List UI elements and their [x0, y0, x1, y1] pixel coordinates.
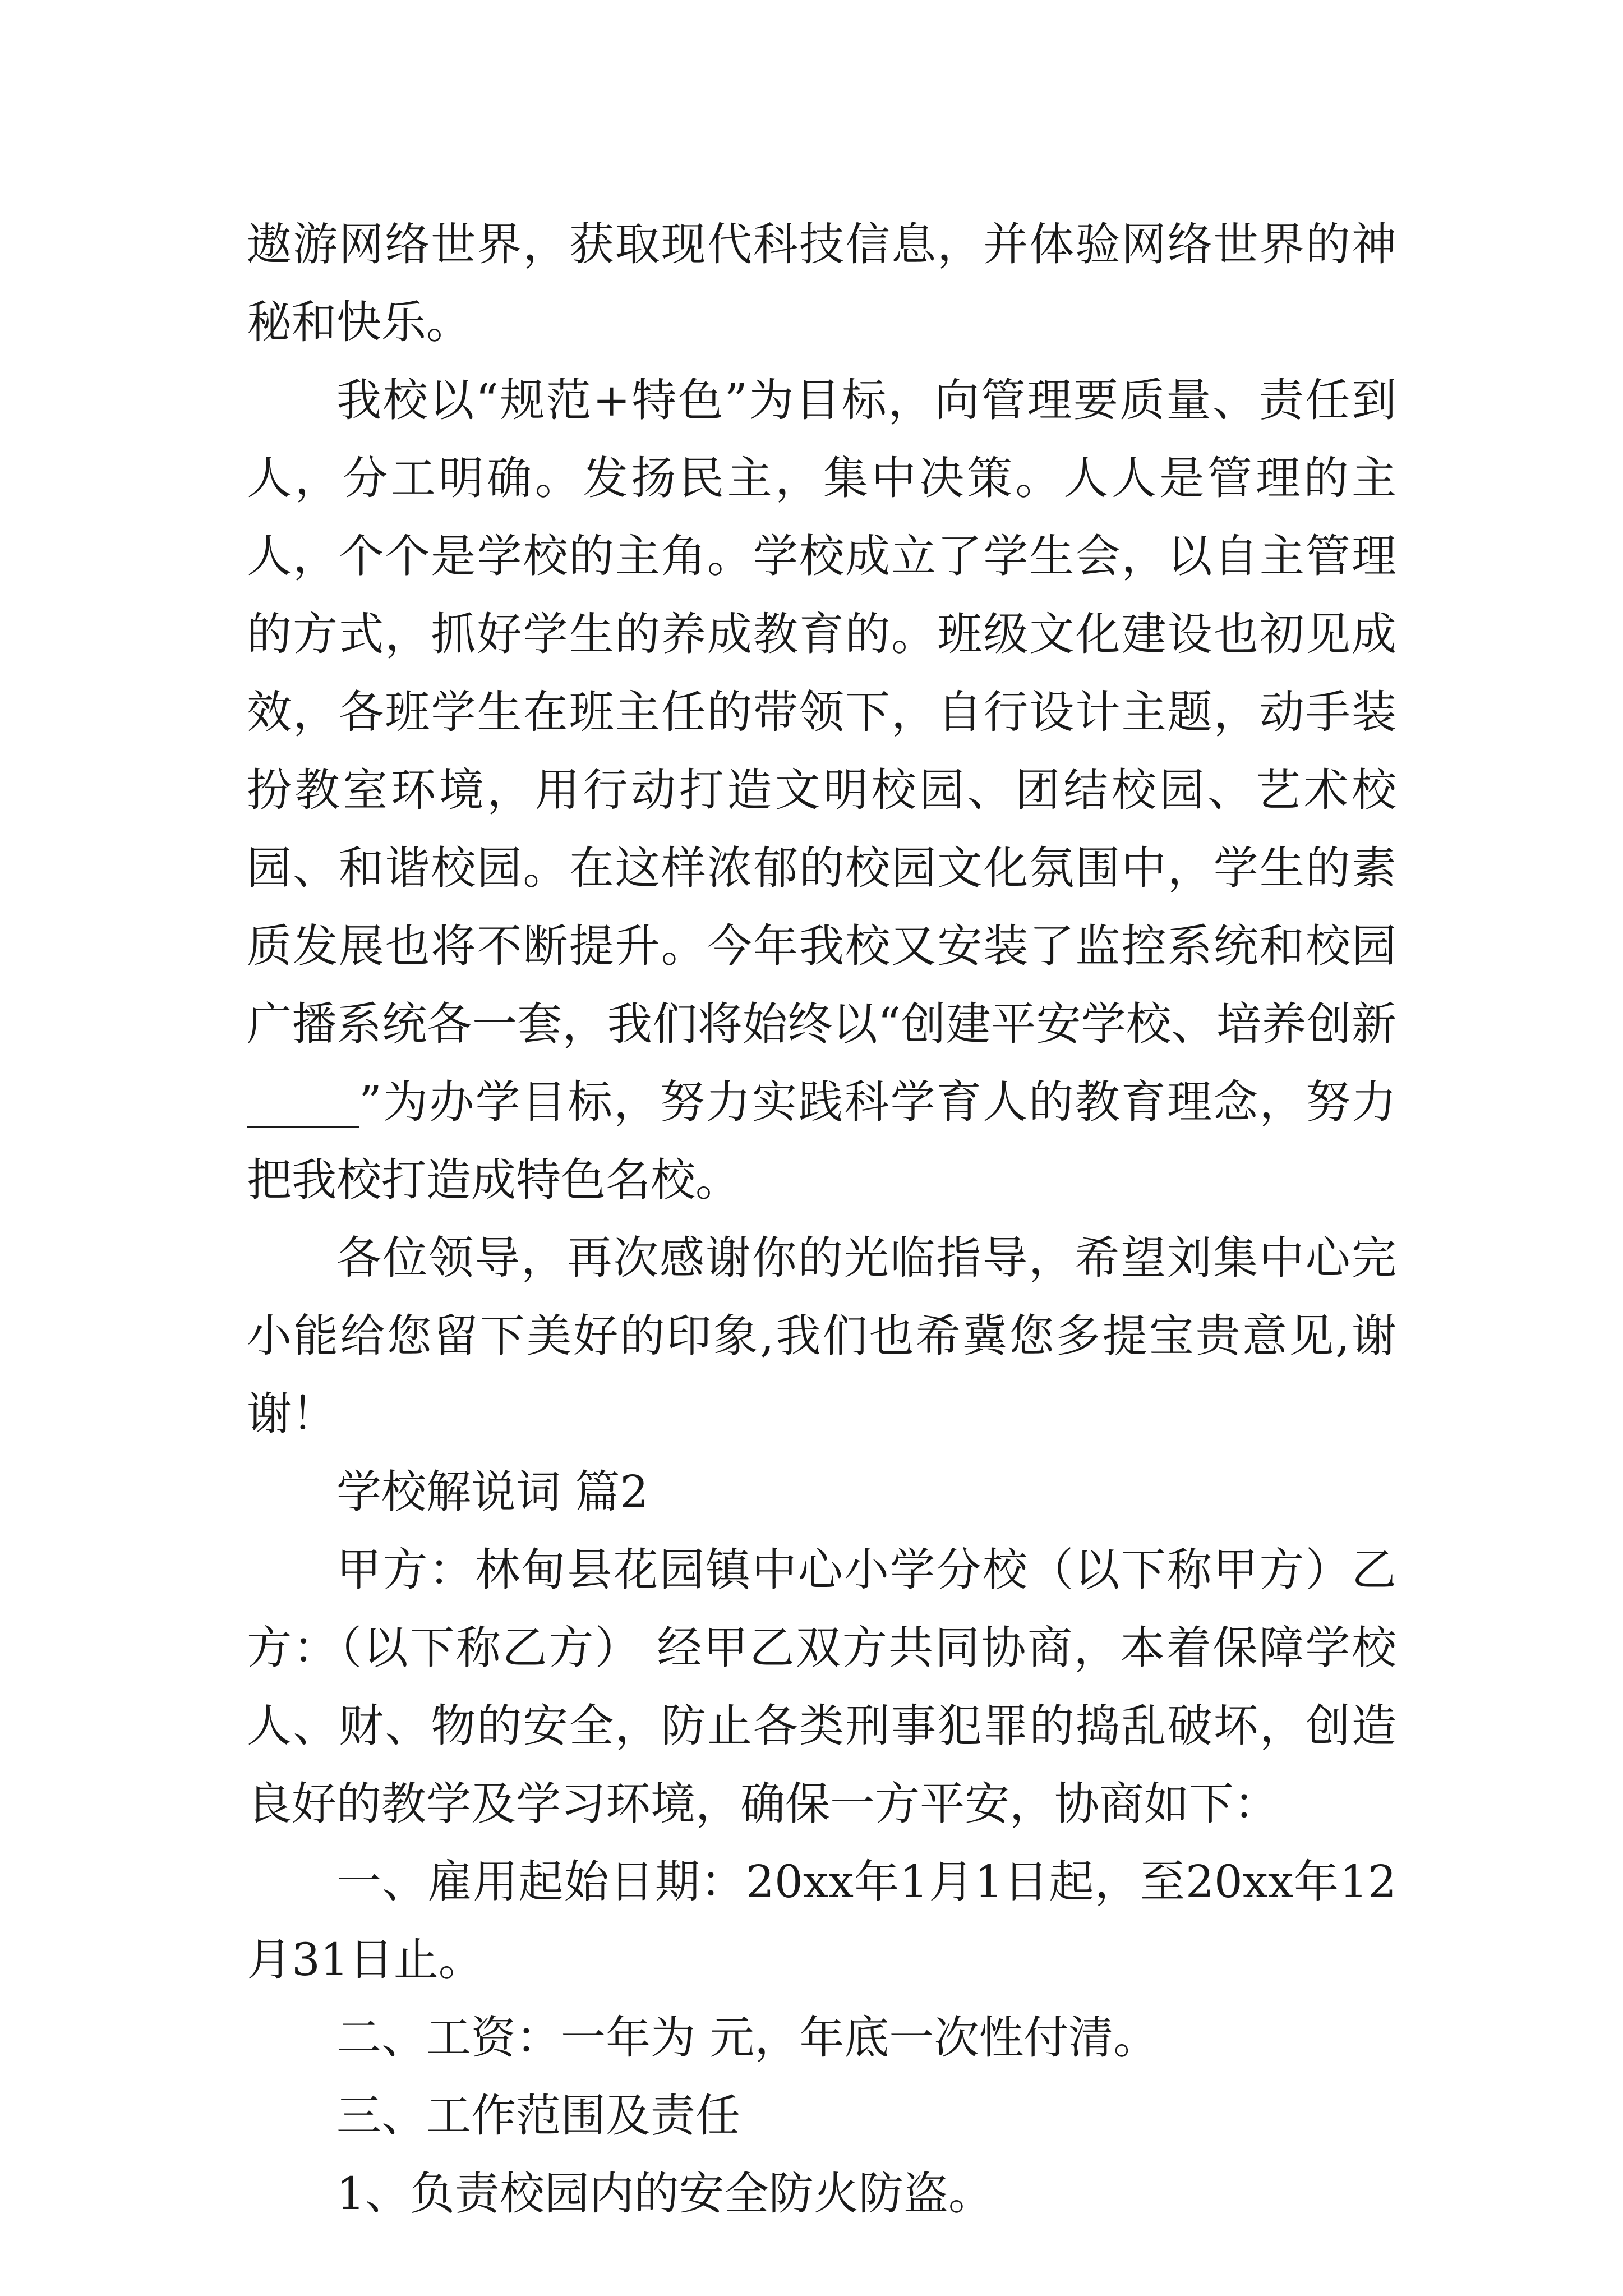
clause-scope-heading: 三、工作范围及责任: [336, 2090, 740, 2142]
document-body: [247, 205, 1396, 2233]
clause-item-fire-theft: 1、负责校园内的安全防火防盗。: [336, 2168, 993, 2220]
paragraph-school-management: 我校以“规范+特色”为目标，向管理要质量、责任到人，分工明确。发扬民主，集中决策。人人是管理的主人，个个是学校的主角。学校成立了学生会，以自主管理的方式，抓好学生的养成教育的。班级文化建设也初见成效，各班学生在班主任的带领下，自行设计主题，动手装扮教室环境，用行动打造文明校园、团结校园、艺术校园、和谐校园。在这样浓郁的校园文化氛围中，学生的素质发展也将不断提升。今年我校又安装了监控系统和校园广播系统各一套，我们将始终以“创建平安学校、培养创新_____”为办学目标，努力实践科学育人的教育理念，努力把我校打造成特色名校。: [247, 374, 1396, 1206]
clause-salary: 二、工资：一年为 元，年底一次性付清。: [336, 2012, 1159, 2064]
paragraph-contract-parties: 甲方：林甸县花园镇中心小学分校（以下称甲方）乙方：（以下称乙方） 经甲乙双方共同协商，本着保障学校人、财、物的安全，防止各类刑事犯罪的捣乱破坏，创造良好的教学及学习环境，确保一方平安，协商如下：: [247, 1544, 1396, 1830]
clause-employment-period: 一、雇用起始日期：20xx年1月1日起，至20xx年12月31日止。: [247, 1856, 1396, 1986]
section-heading: 学校解说词 篇2: [336, 1466, 649, 1518]
paragraph-closing-thanks: 各位领导，再次感谢你的光临指导，希望刘集中心完小能给您留下美好的印象,我们也希冀您多提宝贵意见,谢谢！: [247, 1232, 1396, 1440]
paragraph-intro-continuation: 遨游网络世界，获取现代科技信息，并体验网络世界的神秘和快乐。: [247, 218, 1396, 348]
